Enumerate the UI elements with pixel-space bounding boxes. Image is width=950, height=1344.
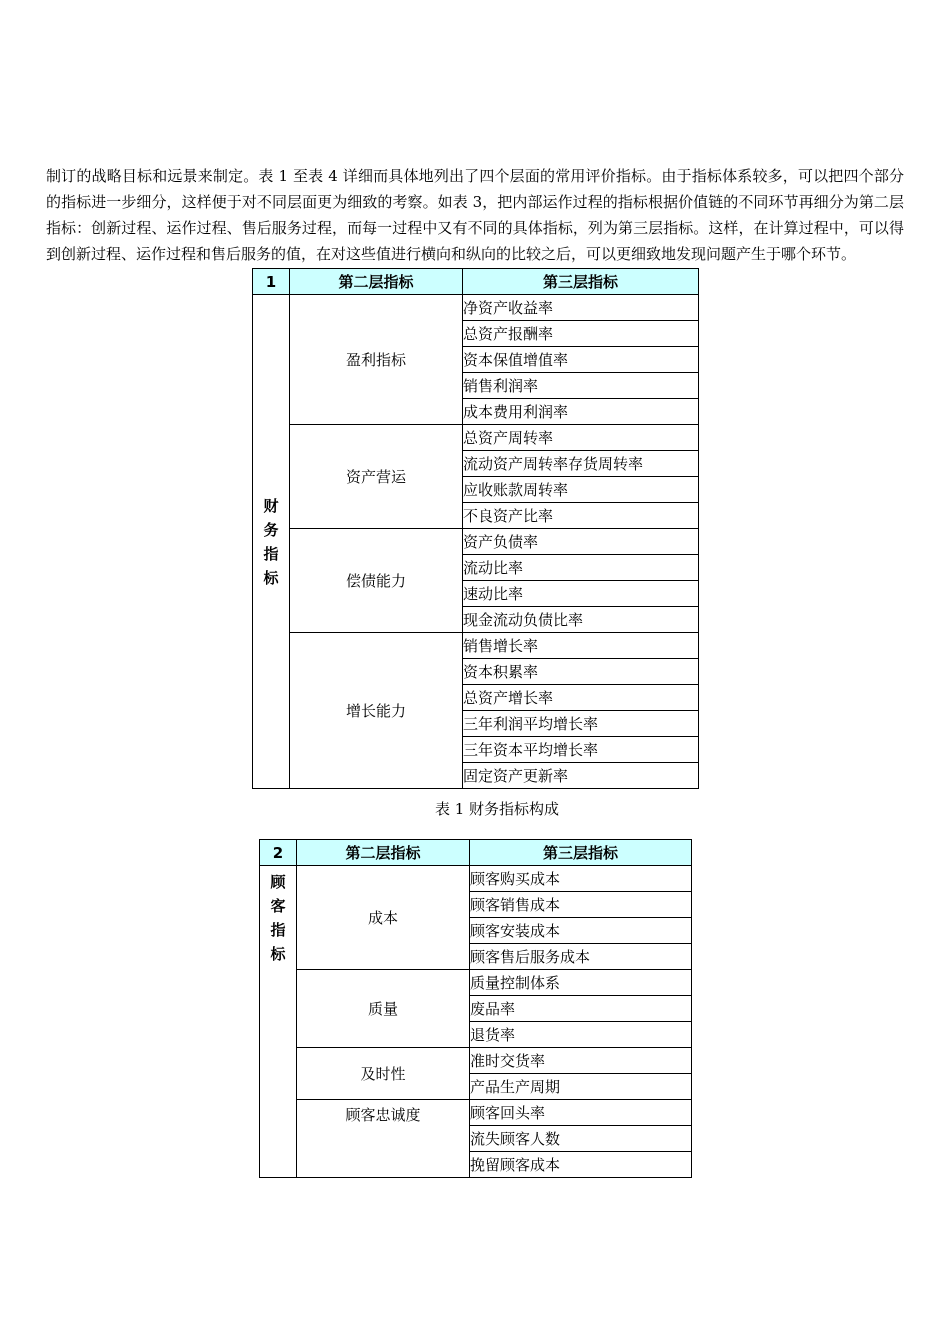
table-number: 1 [253,269,290,295]
third-level-indicator: 现金流动负债比率 [463,607,699,633]
third-level-indicator: 成本费用利润率 [463,399,699,425]
third-level-indicator: 销售利润率 [463,373,699,399]
third-level-indicator: 流动资产周转率存货周转率 [463,451,699,477]
table-header-row [260,840,692,866]
third-level-indicator: 速动比率 [463,581,699,607]
first-level-category [260,866,297,1178]
second-level-indicator: 成本 [297,866,470,970]
third-level-indicator: 质量控制体系 [470,970,692,996]
third-level-indicator: 资本积累率 [463,659,699,685]
second-level-indicator: 资产营运 [290,425,463,529]
table-row [260,866,692,892]
header-third-level: 第三层指标 [470,840,692,866]
third-level-indicator: 退货率 [470,1022,692,1048]
table-row [253,425,699,451]
header-second-level: 第二层指标 [290,269,463,295]
table-number: 2 [260,840,297,866]
table-row [260,1100,692,1126]
table-row [253,295,699,321]
third-level-indicator: 流动比率 [463,555,699,581]
table1-caption: 表 1 财务指标构成 [434,800,560,818]
third-level-indicator: 顾客售后服务成本 [470,944,692,970]
header-third-level: 第三层指标 [463,269,699,295]
table-row [253,633,699,659]
second-level-indicator: 增长能力 [290,633,463,789]
third-level-indicator: 销售增长率 [463,633,699,659]
third-level-indicator: 三年利润平均增长率 [463,711,699,737]
first-level-category [253,295,290,789]
table-row [253,529,699,555]
category-label: 财务指标 [263,496,279,587]
table-header-row [253,269,699,295]
third-level-indicator: 总资产报酬率 [463,321,699,347]
second-level-indicator: 顾客忠诚度 [297,1100,470,1178]
third-level-indicator: 顾客回头率 [470,1100,692,1126]
third-level-indicator: 净资产收益率 [463,295,699,321]
third-level-indicator: 不良资产比率 [463,503,699,529]
third-level-indicator: 挽留顾客成本 [470,1152,692,1178]
second-level-indicator: 质量 [297,970,470,1048]
third-level-indicator: 固定资产更新率 [463,763,699,789]
third-level-indicator: 准时交货率 [470,1048,692,1074]
category-label: 顾客指标 [270,873,286,963]
second-level-indicator: 及时性 [297,1048,470,1100]
third-level-indicator: 资本保值增值率 [463,347,699,373]
third-level-indicator: 总资产周转率 [463,425,699,451]
third-level-indicator: 顾客安装成本 [470,918,692,944]
customer-indicators-table [259,839,692,1178]
financial-indicators-table [252,268,699,789]
third-level-indicator: 资产负债率 [463,529,699,555]
table-row [260,1048,692,1074]
third-level-indicator: 顾客销售成本 [470,892,692,918]
third-level-indicator: 应收账款周转率 [463,477,699,503]
third-level-indicator: 流失顾客人数 [470,1126,692,1152]
third-level-indicator: 产品生产周期 [470,1074,692,1100]
header-second-level: 第二层指标 [297,840,470,866]
third-level-indicator: 废品率 [470,996,692,1022]
third-level-indicator: 总资产增长率 [463,685,699,711]
third-level-indicator: 顾客购买成本 [470,866,692,892]
table-row [260,970,692,996]
second-level-indicator: 盈利指标 [290,295,463,425]
body-paragraph: 制订的战略目标和远景来制定。表 1 至表 4 详细而具体地列出了四个层面的常用评价指标。由于指标体系较多，可以把四个部分的指标进一步细分，这样便于对不同层面更为细致的考察。如表 3，把内部运作过程的指标根据价值链的不同环节再细分为第二层指标：创新过程、运作过程、售后服务过程，而每一过程中又有不同的具体指标，列为第三层指标。这样，在计算过程中，可以得到创新过程、运作过程和售后服务的值，在对这些值进行横向和纵向的比较之后，可以更细致地发现问题产生于哪个环节。 [46,167,904,263]
third-level-indicator: 三年资本平均增长率 [463,737,699,763]
second-level-indicator: 偿债能力 [290,529,463,633]
